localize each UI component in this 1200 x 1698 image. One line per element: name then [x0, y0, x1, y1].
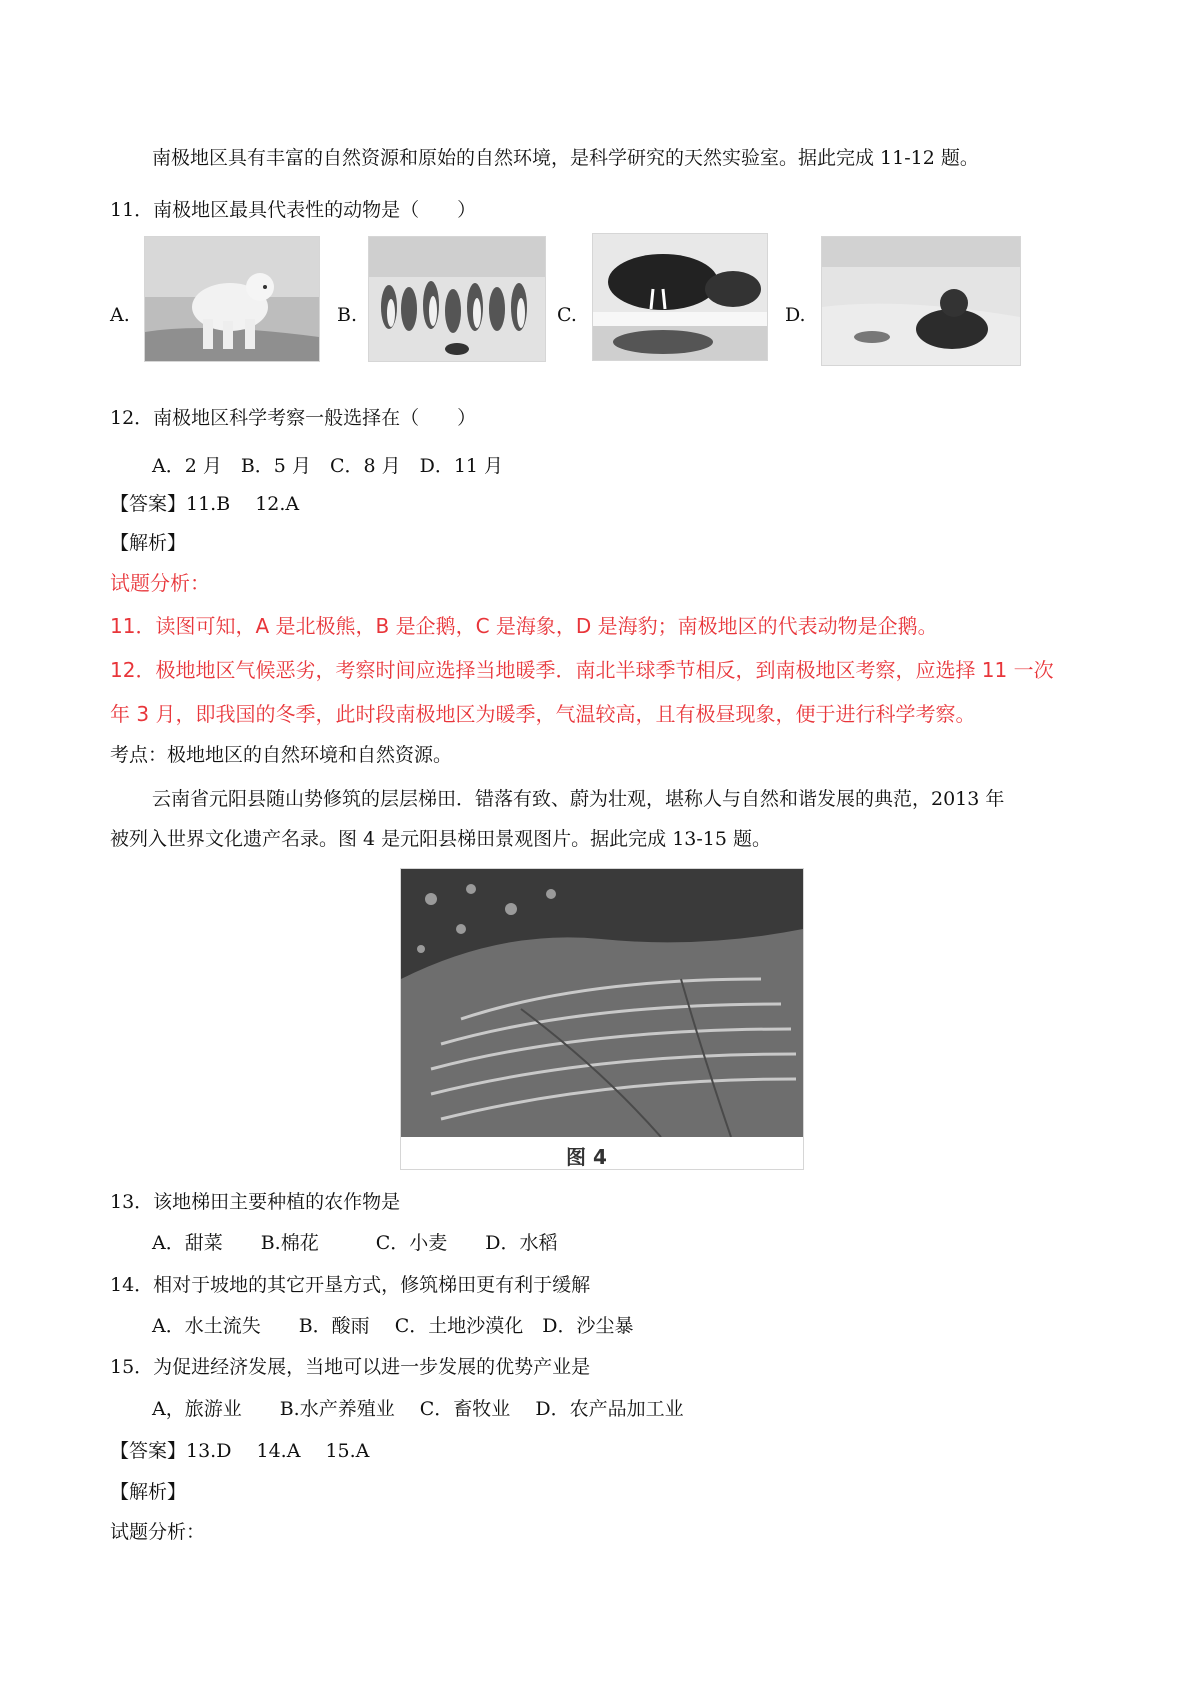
analysis-label-2: 【解析】: [110, 1481, 187, 1503]
option-a-label: A.: [110, 304, 130, 326]
option-d-label: D.: [785, 304, 806, 326]
analysis-title-2: 试题分析：: [110, 1521, 206, 1543]
analysis-12-line2: 年 3 月，即我国的冬季，此时段南极地区为暖季，气温较高，且有极昼现象，便于进行科学考察。: [110, 702, 976, 726]
question-15-options: A，旅游业 B.水产养殖业 C．畜牧业 D．农产品加工业: [152, 1398, 684, 1420]
seal-image: [821, 236, 1021, 366]
figure-caption: 图 4: [566, 1145, 607, 1169]
analysis-label-1: 【解析】: [110, 532, 187, 554]
answer-11-12: 【答案】11.B 12.A: [110, 493, 300, 515]
question-15-stem: 15．为促进经济发展，当地可以进一步发展的优势产业是: [110, 1356, 591, 1378]
intro-text-1: 南极地区具有丰富的自然资源和原始的自然环境，是科学研究的天然实验室。据此完成 11-12 题。: [152, 147, 979, 169]
question-12-options: A．2 月 B．5 月 C．8 月 D．11 月: [152, 455, 504, 477]
question-14-stem: 14．相对于坡地的其它开垦方式，修筑梯田更有利于缓解: [110, 1274, 591, 1296]
option-c-label: C.: [557, 304, 577, 326]
analysis-12-line1: 12．极地地区气候恶劣，考察时间应选择当地暖季．南北半球季节相反，到南极地区考察，应选择 11 一次: [110, 658, 1054, 682]
walrus-image: [592, 233, 768, 361]
kaodian-1: 考点：极地地区的自然环境和自然资源。: [110, 744, 453, 766]
intro-text-2-line1: 云南省元阳县随山势修筑的层层梯田．错落有致、蔚为壮观，堪称人与自然和谐发展的典范，2013 年: [152, 788, 1005, 810]
question-14-options: A．水土流失 B．酸雨 C．土地沙漠化 D．沙尘暴: [152, 1315, 634, 1337]
question-13-options: A．甜菜 B.棉花 C．小麦 D．水稻: [152, 1232, 558, 1254]
analysis-title-1: 试题分析：: [110, 571, 210, 595]
intro-text-2-line2: 被列入世界文化遗产名录。图 4 是元阳县梯田景观图片。据此完成 13-15 题。: [110, 828, 772, 850]
answer-13-15: 【答案】13.D 14.A 15.A: [110, 1440, 370, 1462]
terraces-figure: [400, 868, 804, 1170]
polar-bear-image: [144, 236, 320, 362]
analysis-11: 11．读图可知，A 是北极熊，B 是企鹅，C 是海象，D 是海豹；南极地区的代表动物是企鹅。: [110, 614, 938, 638]
question-12-stem: 12．南极地区科学考察一般选择在（ ）: [110, 407, 477, 429]
question-13-stem: 13．该地梯田主要种植的农作物是: [110, 1191, 401, 1213]
penguins-image: [368, 236, 546, 362]
question-11-stem: 11．南极地区最具代表性的动物是（ ）: [110, 199, 477, 221]
option-b-label: B.: [337, 304, 358, 326]
